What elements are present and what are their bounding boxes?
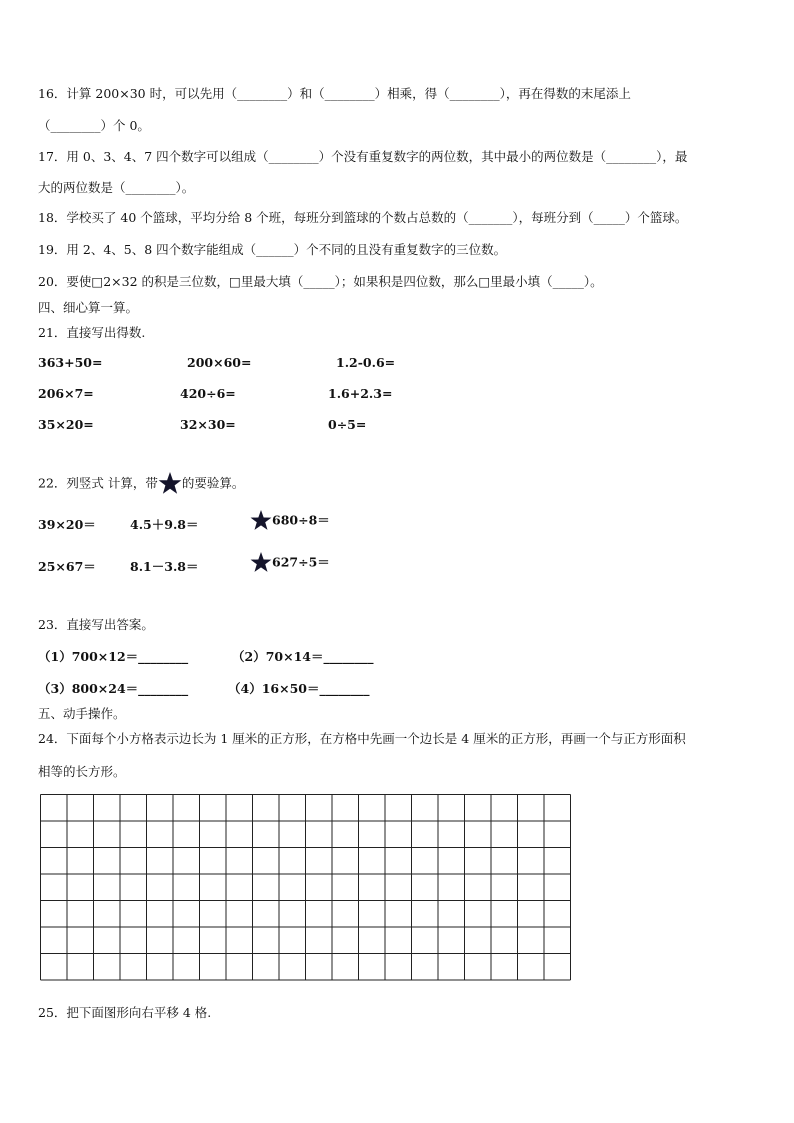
q16-line2: （________）个 0。: [38, 118, 150, 133]
q21-item: 420÷6=: [180, 386, 236, 401]
q25-text: 25．把下面图形向右平移 4 格.: [38, 1005, 212, 1020]
star-icon: [250, 552, 272, 574]
q23-item: （2）70×14＝________: [232, 649, 374, 664]
q24-line1: 24．下面每个小方格表示边长为 1 厘米的正方形，在方格中先画一个边长是 4 厘米的正方形，再画一个与正方形面积: [38, 731, 686, 746]
q22-item: 25×67＝: [38, 559, 96, 574]
square-grid[interactable]: [40, 794, 572, 981]
q23-item: （3）800×24＝________: [38, 681, 189, 696]
q17-line1: 17．用 0、3、4、7 四个数字可以组成（________）个没有重复数字的两位数，其中最小的两位数是（________），最: [38, 149, 688, 164]
q23-item: （4）16×50＝________: [228, 681, 370, 696]
section4-heading: 四、细心算一算。: [38, 300, 139, 315]
q20-text: 20．要使□2×32 的积是三位数，□里最大填（_____）；如果积是四位数，那么□里最小填（_____）。: [38, 274, 603, 289]
q21-title: 21．直接写出得数.: [38, 325, 146, 340]
q22-title-b: 的要验算。: [181, 475, 245, 491]
q22-item: 627÷5＝: [272, 554, 330, 570]
q22-item: 39×20＝: [38, 517, 96, 532]
q22-starred-item: [250, 552, 330, 574]
q21-item: 35×20=: [38, 417, 94, 432]
q21-item: 363+50=: [38, 355, 103, 370]
star-icon: [250, 510, 272, 532]
q21-item: 1.2-0.6=: [336, 355, 396, 370]
q17-line2: 大的两位数是（________）。: [38, 180, 195, 195]
q21-item: 1.6+2.3=: [328, 386, 393, 401]
q22-item: 8.1－3.8＝: [130, 559, 199, 574]
section5-heading: 五、动手操作。: [38, 706, 126, 721]
q16-line1: 16．计算 200×30 时，可以先用（________）和（________）相乘，得（________），再在得数的末尾添上: [38, 86, 631, 101]
q22-title: [38, 472, 244, 496]
q21-item: 200×60=: [187, 355, 252, 370]
q24-line2: 相等的长方形。: [38, 764, 126, 779]
q18-text: 18．学校买了 40 个篮球，平均分给 8 个班，每班分到篮球的个数占总数的（_______），每班分到（_____）个篮球。: [38, 210, 688, 225]
q19-text: 19．用 2、4、5、8 四个数字能组成（______）个不同的且没有重复数字的三位数。: [38, 242, 507, 257]
q21-item: 206×7=: [38, 386, 94, 401]
star-icon: [158, 472, 182, 496]
q21-item: 32×30=: [180, 417, 236, 432]
q23-title: 23．直接写出答案。: [38, 617, 154, 632]
q22-title-a: 22．列竖式 计算，带: [38, 475, 158, 491]
q22-starred-item: [250, 510, 330, 532]
q23-item: （1）700×12＝________: [38, 649, 189, 664]
q22-item: 4.5＋9.8＝: [130, 517, 199, 532]
q22-item: 680÷8＝: [272, 512, 330, 528]
q21-item: 0÷5=: [328, 417, 367, 432]
